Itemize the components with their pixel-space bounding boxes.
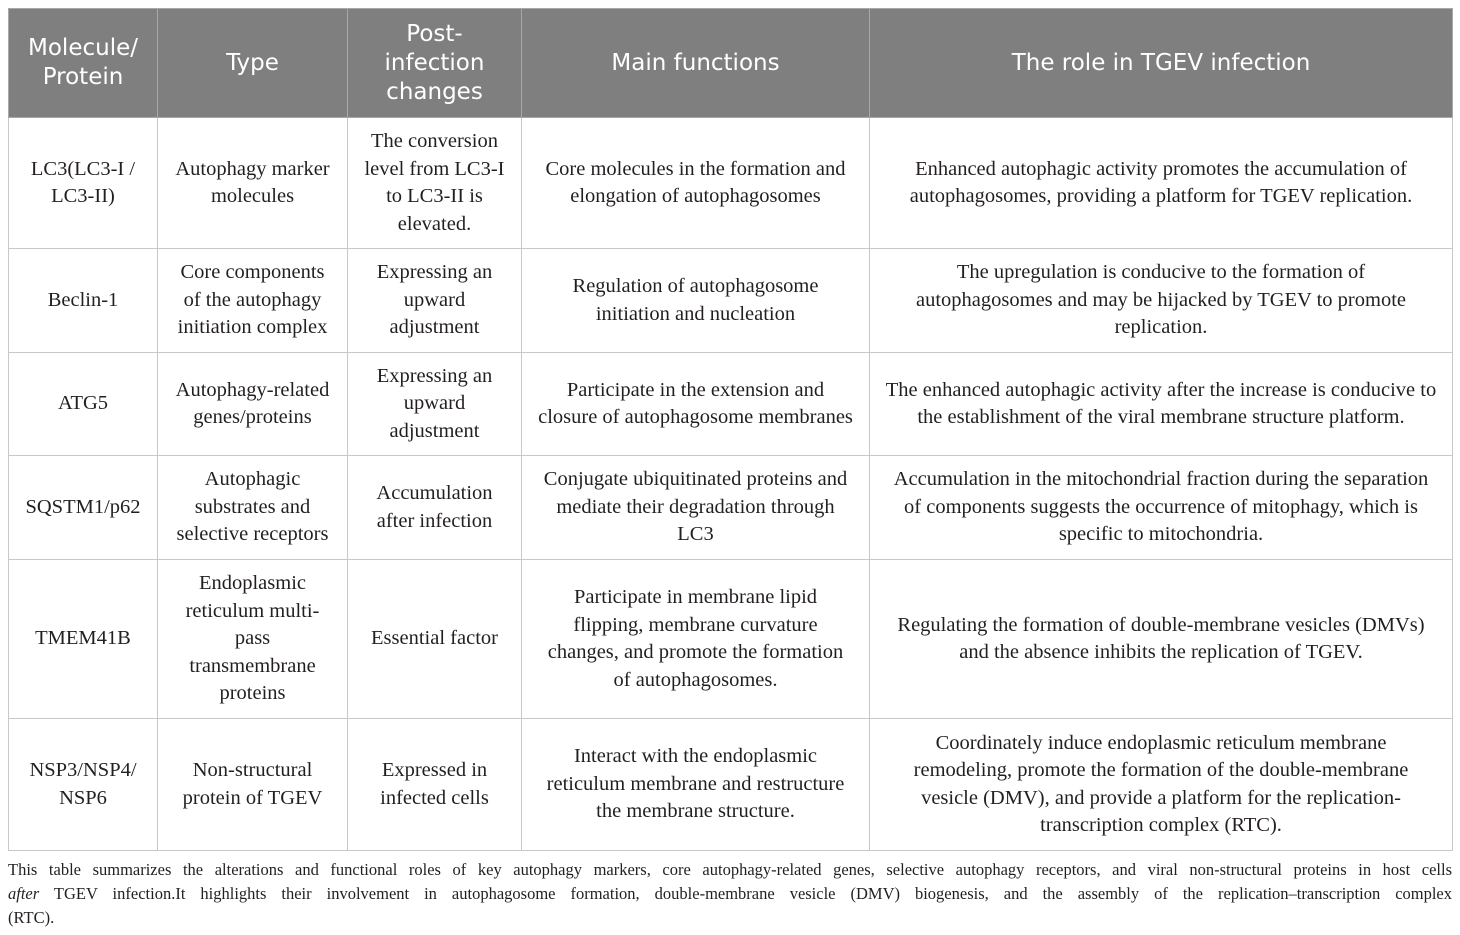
cell-text-line: Essential factor	[371, 627, 498, 650]
cell-text-line: protein of TGEV	[182, 786, 323, 809]
cell-post-infection-changes	[348, 456, 522, 560]
cell-type	[158, 249, 348, 353]
cell-text-line: Core components	[180, 261, 325, 284]
cell-text-line: adjustment	[389, 316, 480, 339]
cell-text-line: of components suggests the occurrence of mitophagy, which is	[904, 495, 1418, 518]
column-header-text: The role in TGEV infection	[1011, 49, 1311, 76]
cell-text-line: Autophagic	[204, 468, 301, 491]
cell-text-line: level from LC3-I	[364, 157, 505, 180]
cell-text-line: NSP6	[59, 786, 107, 809]
table-header	[9, 9, 1453, 118]
caption-text: TGEV infection.It highlights their involvement in autophagosome formation, double-membrane vesicle (DMV) biogenesis, and the assembly of the replication–transcription complex	[53, 884, 1453, 903]
cell-text-line: Non-structural	[192, 759, 313, 781]
cell-text-line: genes/proteins	[193, 406, 312, 428]
cell-type	[158, 118, 348, 249]
cell-molecule	[9, 249, 158, 353]
cell-text-line: specific to mitochondria.	[1058, 523, 1264, 546]
table-row	[9, 560, 1453, 719]
cell-text-line: closure of autophagosome membranes	[538, 406, 853, 428]
column-header-text: Molecule/	[28, 35, 138, 61]
cell-type	[158, 456, 348, 560]
cell-molecule	[9, 353, 158, 456]
cell-text-line: ATG5	[57, 392, 109, 415]
cell-text-line: TMEM41B	[35, 627, 131, 650]
cell-role-in-tgev-infection	[870, 719, 1453, 851]
cell-text-line: initiation and nucleation	[595, 302, 796, 325]
cell-role-in-tgev-infection	[870, 456, 1453, 560]
cell-text-line: Participate in the extension and	[566, 378, 825, 401]
column-header-text: Type	[226, 49, 279, 76]
cell-post-infection-changes	[348, 118, 522, 249]
cell-text-line: The enhanced autophagic activity after the increase is conducive to	[885, 378, 1437, 401]
column-header-role-in-tgev-infection	[870, 9, 1453, 118]
cell-text-line: vesicle (DMV), and provide a platform for the replication-	[921, 786, 1401, 809]
cell-text-line: NSP3/NSP4/	[29, 759, 137, 781]
cell-main-functions	[522, 249, 870, 353]
cell-text-line: changes, and promote the formation	[547, 641, 844, 663]
cell-text-line: flipping, membrane curvature	[573, 613, 818, 636]
table-row	[9, 456, 1453, 560]
cell-text-line: selective receptors	[176, 523, 329, 546]
cell-text-line: Coordinately induce endoplasmic reticulum membrane	[935, 731, 1387, 754]
cell-type	[158, 560, 348, 719]
cell-text-line: of the autophagy	[183, 288, 322, 311]
cell-text-line: Expressing an	[376, 364, 493, 387]
cell-text-line: molecules	[210, 185, 295, 207]
cell-post-infection-changes	[348, 560, 522, 719]
cell-post-infection-changes	[348, 719, 522, 851]
cell-text-line: Endoplasmic	[198, 572, 307, 595]
cell-text-line: Interact with the endoplasmic	[573, 745, 818, 768]
cell-text-line: The upregulation is conducive to the formation of	[956, 261, 1366, 284]
cell-role-in-tgev-infection	[870, 249, 1453, 353]
cell-text-line: substrates and	[194, 495, 311, 518]
column-header-main-functions	[522, 9, 870, 118]
cell-text-line: upward	[403, 392, 466, 415]
table-body	[9, 118, 1453, 851]
column-header-text: Protein	[42, 64, 124, 90]
cell-text-line: upward	[403, 288, 466, 311]
column-header-text: Main functions	[611, 49, 780, 76]
cell-text-line: replication.	[1114, 316, 1208, 339]
cell-text-line: remodeling, promote the formation of the double-membrane	[913, 759, 1409, 781]
cell-text-line: of autophagosomes.	[613, 668, 778, 691]
cell-type	[158, 353, 348, 456]
table-row	[9, 353, 1453, 456]
cell-text-line: to LC3-II is	[386, 185, 483, 207]
table-row	[9, 118, 1453, 249]
cell-post-infection-changes	[348, 353, 522, 456]
table-row	[9, 249, 1453, 353]
cell-text-line: pass	[234, 627, 271, 650]
cell-type	[158, 719, 348, 851]
cell-text-line: initiation complex	[177, 316, 328, 339]
cell-text-line: the membrane structure.	[596, 800, 795, 823]
table-caption	[8, 858, 1452, 930]
cell-text-line: Core molecules in the formation and	[545, 157, 846, 180]
cell-main-functions	[522, 118, 870, 249]
cell-post-infection-changes	[348, 249, 522, 353]
cell-text-line: LC3-II)	[51, 185, 115, 207]
data-table	[8, 8, 1453, 851]
cell-text-line: adjustment	[389, 419, 480, 442]
cell-text-line: Regulating the formation of double-membrane vesicles (DMVs)	[897, 613, 1425, 636]
cell-text-line: Regulation of autophagosome	[572, 275, 819, 297]
cell-text-line: LC3(LC3-I /	[30, 157, 136, 180]
cell-text-line: autophagosomes, providing a platform for TGEV replication.	[909, 185, 1413, 207]
cell-molecule	[9, 456, 158, 560]
cell-main-functions	[522, 456, 870, 560]
cell-molecule	[9, 560, 158, 719]
cell-text-line: Accumulation in the mitochondrial fraction during the separation	[893, 468, 1429, 491]
caption-line	[8, 882, 1452, 906]
cell-text-line: the establishment of the viral membrane structure platform.	[917, 406, 1405, 428]
caption-italic-word: after	[8, 884, 40, 903]
table-row	[9, 719, 1453, 851]
cell-text-line: The conversion	[371, 130, 498, 152]
cell-text-line: transmembrane	[189, 654, 316, 677]
cell-main-functions	[522, 560, 870, 719]
cell-role-in-tgev-infection	[870, 118, 1453, 249]
cell-text-line: reticulum membrane and restructure	[546, 772, 845, 795]
cell-text-line: SQSTM1/p62	[25, 495, 141, 518]
cell-text-line: elongation of autophagosomes	[570, 185, 821, 207]
cell-text-line: Conjugate ubiquitinated proteins and	[543, 468, 848, 491]
column-header-type	[158, 9, 348, 118]
cell-text-line: Expressing an	[376, 261, 493, 284]
cell-text-line: Autophagy-related	[175, 378, 330, 401]
cell-text-line: Accumulation	[376, 482, 493, 504]
cell-text-line: Enhanced autophagic activity promotes the accumulation of	[915, 157, 1407, 180]
column-header-text: infection	[384, 49, 485, 76]
column-header-molecule	[9, 9, 158, 118]
cell-text-line: autophagosomes and may be hijacked by TGEV to promote	[916, 288, 1406, 311]
cell-main-functions	[522, 353, 870, 456]
cell-text-line: Participate in membrane lipid	[573, 586, 818, 608]
cell-text-line: proteins	[219, 682, 286, 705]
caption-line: (RTC).	[8, 908, 55, 927]
caption-line: This table summarizes the alterations and functional roles of key autophagy markers, core autophagy-related genes, selective autophagy receptors, and viral non-structural proteins in host cells	[8, 860, 1452, 879]
column-header-text: Post-	[406, 20, 463, 47]
cell-text-line: transcription complex (RTC).	[1040, 814, 1282, 836]
cell-text-line: infected cells	[380, 786, 489, 809]
cell-text-line: Beclin-1	[47, 288, 119, 311]
cell-text-line: LC3	[677, 523, 714, 546]
cell-text-line: Autophagy marker	[175, 157, 330, 180]
cell-text-line: Expressed in	[381, 759, 488, 781]
cell-text-line: after infection	[376, 509, 493, 532]
cell-text-line: elevated.	[397, 212, 472, 235]
header-row	[9, 9, 1453, 118]
cell-text-line: reticulum multi-	[185, 599, 320, 622]
cell-molecule	[9, 118, 158, 249]
cell-role-in-tgev-infection	[870, 353, 1453, 456]
cell-text-line: mediate their degradation through	[556, 495, 835, 518]
cell-molecule	[9, 719, 158, 851]
column-header-post-infection-changes	[348, 9, 522, 118]
cell-text-line: and the absence inhibits the replication of TGEV.	[959, 641, 1363, 663]
cell-role-in-tgev-infection	[870, 560, 1453, 719]
column-header-text: changes	[386, 78, 483, 105]
cell-main-functions	[522, 719, 870, 851]
